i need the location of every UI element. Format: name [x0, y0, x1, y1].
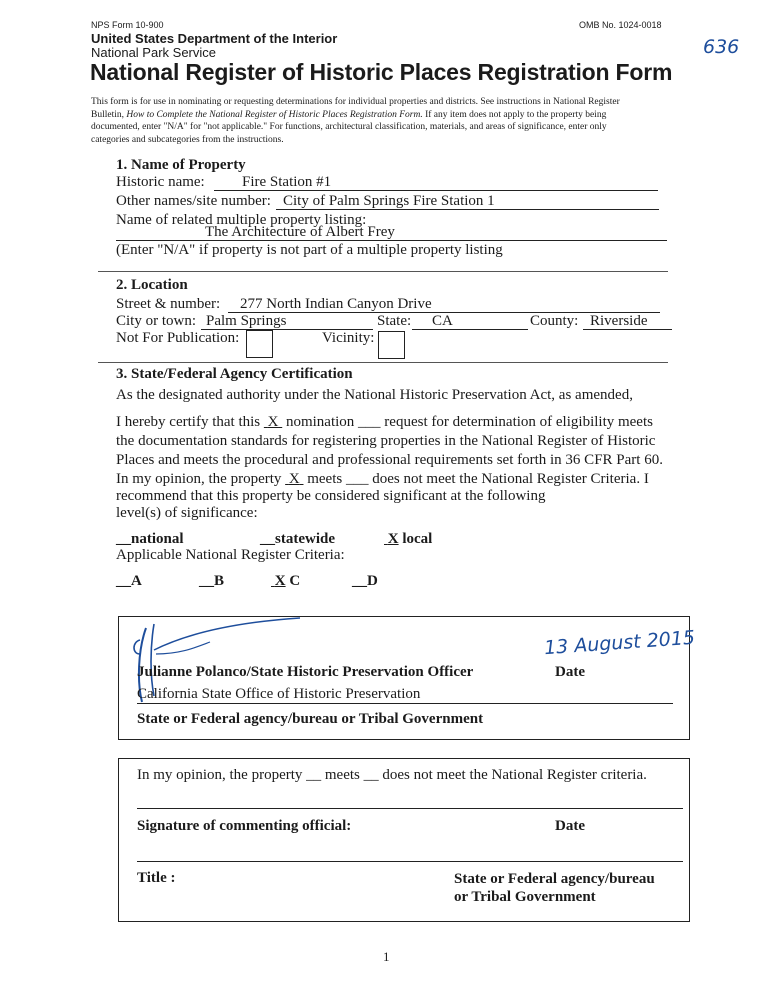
- other-names-value[interactable]: City of Palm Springs Fire Station 1: [283, 193, 495, 209]
- commenting-date-label[interactable]: Date: [555, 818, 585, 834]
- date-label: Date: [555, 664, 585, 680]
- handwritten-date: 13 August 2015: [543, 626, 696, 660]
- agency-label: State or Federal agency/bureau or Tribal Government: [137, 711, 484, 727]
- city-value[interactable]: Palm Springs: [206, 313, 287, 329]
- not-for-publication-label: Not For Publication:: [116, 330, 240, 346]
- nomination-mark: X: [267, 414, 279, 430]
- county-label: County:: [530, 313, 579, 329]
- county-value[interactable]: Riverside: [590, 313, 648, 329]
- other-names-label: Other names/site number:: [116, 193, 271, 209]
- level-local[interactable]: X local: [387, 531, 433, 547]
- criterion-c[interactable]: X C: [274, 573, 301, 589]
- historic-name-label: Historic name:: [116, 174, 205, 190]
- certifying-official-name: Julianne Polanco/State Historic Preservation Officer: [137, 664, 474, 680]
- level-national[interactable]: __national: [116, 531, 184, 547]
- signature-line: [137, 808, 683, 809]
- criterion-a[interactable]: __A: [116, 573, 142, 589]
- commenting-opinion: In my opinion, the property __ meets __ does not meet the National Register criteria.: [137, 767, 647, 783]
- agency-line: [137, 703, 673, 704]
- criterion-d[interactable]: __D: [352, 573, 378, 589]
- authority-statement: As the designated authority under the National Historic Preservation Act, as amended,: [116, 387, 633, 403]
- page-number: 1: [383, 949, 390, 964]
- certification-paragraph: I hereby certify that this X nomination ___ request for determination of eligibility meets the documentation standards for registering properties in the National Register of Historic Places and meets the procedural and professional requirements set forth in 36 CFR Part 60.: [116, 414, 663, 468]
- vicinity-checkbox[interactable]: [378, 331, 405, 359]
- level-statewide[interactable]: __statewide: [260, 531, 335, 547]
- section-3-heading: 3. State/Federal Agency Certification: [116, 366, 353, 382]
- form-number: NPS Form 10-900: [91, 20, 164, 30]
- criteria-label: Applicable National Register Criteria:: [116, 547, 345, 563]
- title-label[interactable]: Title :: [137, 870, 176, 886]
- multiple-property-value[interactable]: The Architecture of Albert Frey: [205, 224, 395, 240]
- city-label: City or town:: [116, 313, 197, 329]
- historic-name-value[interactable]: Fire Station #1: [242, 174, 332, 190]
- vicinity-label: Vicinity:: [322, 330, 375, 346]
- meets-mark: X: [288, 471, 300, 487]
- omb-number: OMB No. 1024-0018: [579, 20, 662, 30]
- department-name: United States Department of the Interior: [91, 31, 338, 46]
- section-1-heading: 1. Name of Property: [116, 157, 246, 173]
- state-value[interactable]: CA: [432, 313, 453, 329]
- section-2-heading: 2. Location: [116, 277, 188, 293]
- title-line: [137, 861, 683, 862]
- street-label: Street & number:: [116, 296, 221, 312]
- section-divider: [98, 271, 668, 272]
- not-for-publication-checkbox[interactable]: [246, 330, 273, 358]
- state-label: State:: [377, 313, 412, 329]
- intro-text: This form is for use in nominating or requesting determinations for individual properties and districts. See instructions in National Register Bulletin, How to Complete the National Register of Historic Places Registration Form. If any item does not apply to the property being documented, enter "N/A" for "not applicable." For functions, architectural classification, materials, and areas of significance, enter only categories and subcategories from the instructions.: [91, 97, 620, 145]
- agency-value[interactable]: California State Office of Historic Preservation: [137, 686, 421, 702]
- form-title: National Register of Historic Places Registration Form: [90, 59, 673, 85]
- handwritten-page-note: 636: [703, 36, 740, 58]
- service-name: National Park Service: [91, 45, 216, 60]
- state-line: [412, 329, 528, 330]
- commenting-agency-label: State or Federal agency/bureau or Tribal Government: [454, 871, 655, 905]
- criterion-b[interactable]: __B: [199, 573, 225, 589]
- opinion-paragraph: In my opinion, the property X meets ___ does not meet the National Register Criteria. I recommend that this property be considered significant at the following level(s) of significance:: [116, 471, 649, 521]
- na-instruction: (Enter "N/A" if property is not part of a multiple property listing: [116, 242, 503, 258]
- section-divider: [98, 362, 668, 363]
- commenting-signature-label[interactable]: Signature of commenting official:: [137, 818, 352, 834]
- multiple-property-label: Name of related multiple property listing:: [116, 212, 367, 228]
- street-value[interactable]: 277 North Indian Canyon Drive: [240, 296, 432, 312]
